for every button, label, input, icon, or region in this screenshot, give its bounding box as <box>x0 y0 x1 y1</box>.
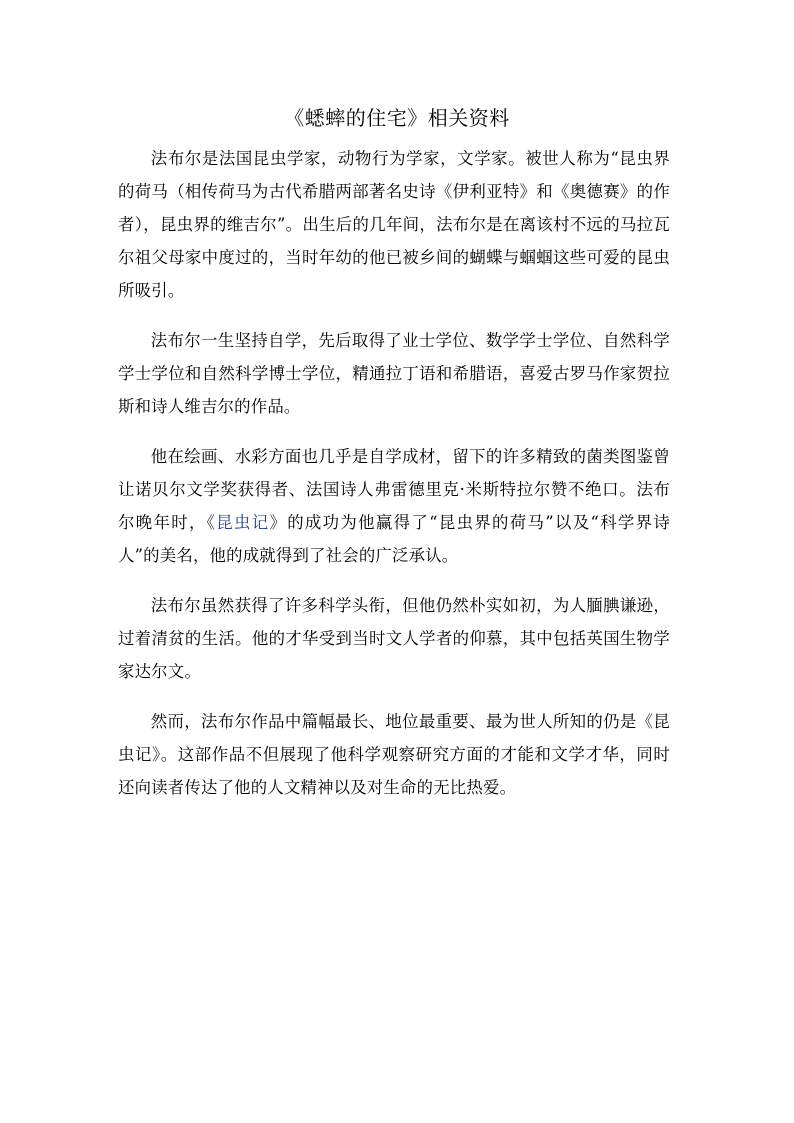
paragraph-1: 法布尔是法国昆虫学家，动物行为学家，文学家。被世人称为“昆虫界的荷马（相传荷马为古代希腊两部著名史诗《伊利亚特》和《奥德赛》的作者），昆虫界的维吉尔”。出生后的几年间，法布尔是在离该村不远的马拉瓦尔祖父母家中度过的，当时年幼的他已被乡间的蝴蝶与蝈蝈这些可爱的昆虫所吸引。 <box>118 149 670 300</box>
document-body <box>118 142 670 821</box>
paragraph-3 <box>118 440 670 572</box>
paragraph-3-text-before: 他在绘画、水彩方面也几乎是自学成材，留下的许多精致的菌类图鉴曾让诺贝尔文学奖获得者、法国诗人弗雷德里克·米斯特拉尔赞不绝口。法布尔晚年时，《 <box>118 447 670 532</box>
paragraph-4: 法布尔虽然获得了许多科学头衔，但他仍然朴实如初，为人腼腆谦逊，过着清贫的生活。他的才华受到当时文人学者的仰慕，其中包括英国生物学家达尔文。 <box>118 596 670 681</box>
paragraph-5: 然而，法布尔作品中篇幅最长、地位最重要、最为世人所知的仍是《昆虫记》。这部作品不但展现了他科学观察研究方面的才能和文学才华，同时还向读者传达了他的人文精神以及对生命的无比热爱。 <box>118 712 670 797</box>
document-title: 《蟋蟀的住宅》相关资料 <box>284 106 510 130</box>
paragraph-2: 法布尔一生坚持自学，先后取得了业士学位、数学学士学位、自然科学学士学位和自然科学博士学位，精通拉丁语和希腊语，喜爱古罗马作家贺拉斯和诗人维吉尔的作品。 <box>118 331 670 416</box>
paragraph-3-text-after: 》的成功为他赢得了“昆虫界的荷马”以及“科学界诗人”的美名，他的成就得到了社会的广泛承认。 <box>118 513 670 565</box>
book-title-link[interactable]: 昆虫记 <box>216 513 270 532</box>
